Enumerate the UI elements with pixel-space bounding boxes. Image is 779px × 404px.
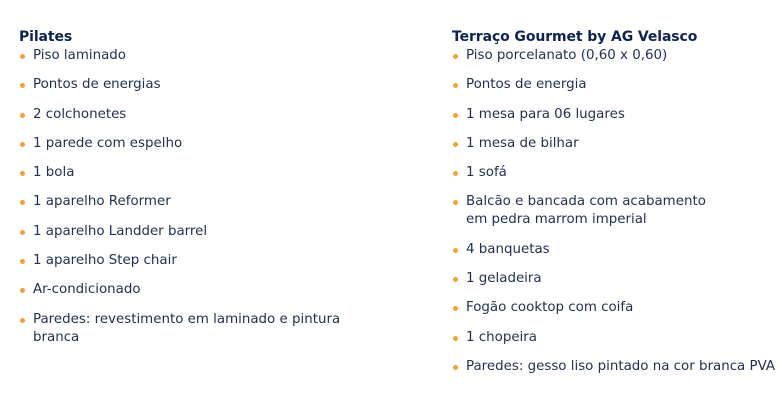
list-item-text: 1 sofá xyxy=(466,165,507,181)
bullet-icon xyxy=(453,248,458,253)
list-item xyxy=(19,223,419,241)
bullet-icon xyxy=(453,83,458,88)
list-item-text: 1 mesa de bilhar xyxy=(466,135,579,151)
bullet-icon xyxy=(20,83,25,88)
list-item xyxy=(19,106,419,124)
list-item xyxy=(452,106,779,124)
list-item-text: 1 aparelho Step chair xyxy=(33,253,177,269)
terraco-gourmet-section xyxy=(452,28,779,387)
bullet-icon xyxy=(20,54,25,59)
pilates-items-list xyxy=(19,47,419,347)
list-item xyxy=(452,241,779,259)
list-item xyxy=(452,299,779,317)
bullet-icon xyxy=(453,277,458,282)
list-item-text: 1 aparelho Landder barrel xyxy=(33,223,208,239)
list-item xyxy=(19,135,419,153)
list-item-text: 1 chopeira xyxy=(466,329,537,345)
list-item xyxy=(452,329,779,347)
list-item xyxy=(19,76,419,94)
list-item xyxy=(19,193,419,211)
list-item xyxy=(452,358,779,376)
bullet-icon xyxy=(453,113,458,118)
list-item-text: Pontos de energia xyxy=(466,77,587,93)
bullet-icon xyxy=(20,288,25,293)
list-item-text: Pontos de energias xyxy=(33,77,161,93)
bullet-icon xyxy=(20,171,25,176)
list-item-text: Balcão e bancada com acabamento em pedra marrom imperial xyxy=(466,194,706,228)
list-item xyxy=(452,76,779,94)
list-item xyxy=(452,270,779,288)
list-item xyxy=(19,47,419,65)
list-item-text: Piso porcelanato (0,60 x 0,60) xyxy=(466,48,668,63)
bullet-icon xyxy=(453,54,458,59)
list-item-text: Piso laminado xyxy=(33,48,127,63)
terraco-gourmet-title: Terraço Gourmet by AG Velasco xyxy=(452,29,698,45)
list-item-text: 4 banquetas xyxy=(466,241,550,257)
list-item-text: Paredes: gesso liso pintado na cor branca PVA xyxy=(466,358,776,374)
list-item-text: 1 mesa para 06 lugares xyxy=(466,106,625,122)
list-item-text: Fogão cooktop com coifa xyxy=(466,300,634,316)
bullet-icon xyxy=(453,336,458,341)
bullet-icon xyxy=(453,142,458,147)
list-item xyxy=(452,47,779,65)
bullet-icon xyxy=(20,142,25,147)
bullet-icon xyxy=(453,365,458,370)
list-item-text: Paredes: revestimento em laminado e pintura branca xyxy=(33,311,341,345)
bullet-icon xyxy=(20,259,25,264)
bullet-icon xyxy=(20,230,25,235)
list-item xyxy=(452,193,716,229)
pilates-title: Pilates xyxy=(19,29,73,45)
list-item-text: 1 bola xyxy=(33,165,75,181)
list-item-text: 1 parede com espelho xyxy=(33,135,183,151)
list-item xyxy=(452,135,779,153)
bullet-icon xyxy=(20,200,25,205)
list-item-text: 1 geladeira xyxy=(466,271,542,287)
list-item xyxy=(19,281,419,299)
bullet-icon xyxy=(20,318,25,323)
list-item-text: 2 colchonetes xyxy=(33,106,127,122)
bullet-icon xyxy=(453,171,458,176)
bullet-icon xyxy=(20,113,25,118)
terraco-gourmet-items-list xyxy=(452,47,779,376)
list-item xyxy=(452,164,779,182)
list-item xyxy=(19,164,419,182)
list-item xyxy=(19,252,419,270)
bullet-icon xyxy=(453,200,458,205)
pilates-section xyxy=(19,28,419,358)
bullet-icon xyxy=(453,306,458,311)
list-item-text: 1 aparelho Reformer xyxy=(33,194,171,210)
list-item-text: Ar-condicionado xyxy=(33,282,141,298)
list-item xyxy=(19,311,353,347)
